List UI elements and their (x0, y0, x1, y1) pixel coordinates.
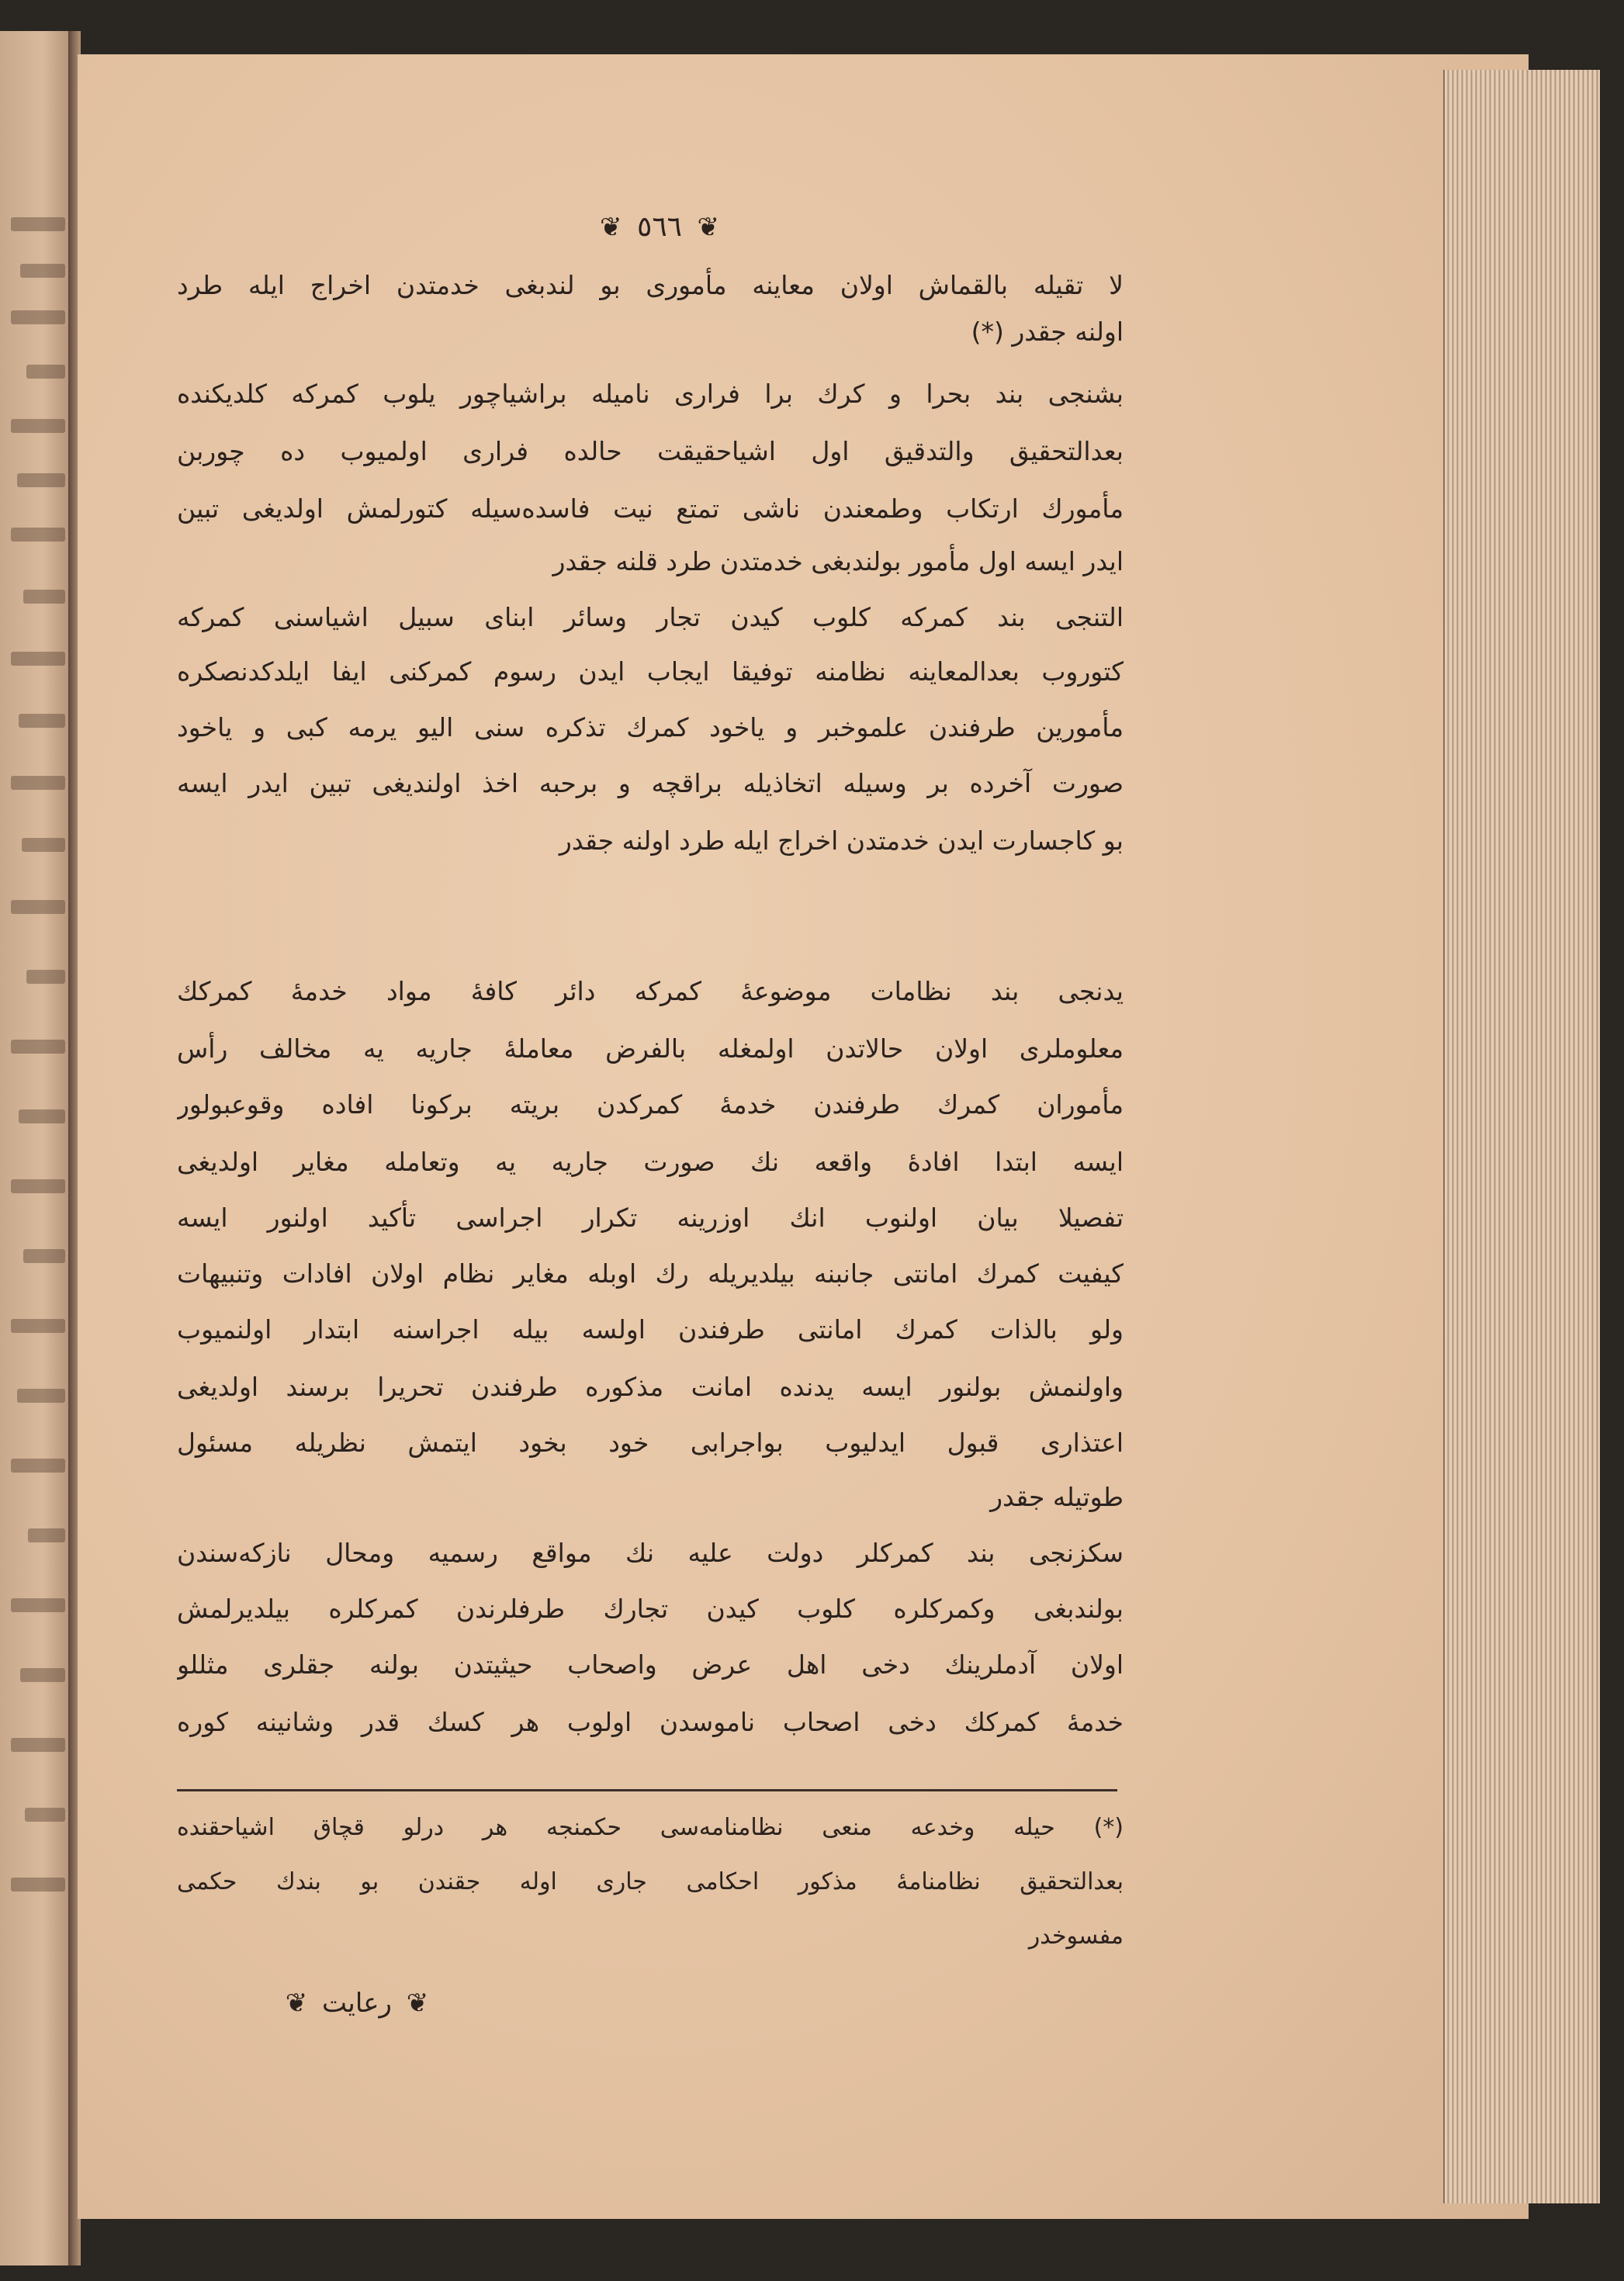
text-line: مأموران کمرك طرفندن خدمهٔ کمرکدن بریته برکونا افاده وقوعبولور (177, 1089, 1124, 1120)
page-number (574, 211, 745, 243)
text-line: کیفیت کمرك امانتی جانبنه بیلدیریله رك اوبله مغایر نظام اولان افادات وتنبیهات (177, 1258, 1124, 1289)
page-edges (1443, 70, 1600, 2203)
text-line: مأمورك ارتکاب وطمعندن ناشی تمتع نیت فاسده‌سیله کتورلمش اولدیغی تبین (177, 493, 1124, 524)
footnote-divider (177, 1789, 1117, 1791)
text-line: مأمورین طرفندن علموخبر و یاخود کمرك تذکره سنی الیو یرمه کبی و یاخود (177, 712, 1124, 742)
text-line: معلوملری اولان حالاتدن اولمغله بالفرض معاملهٔ جاریه یه مخالف رأس (177, 1033, 1124, 1064)
text-line: خدمهٔ کمرکك دخی اصحاب ناموسدن اولوب هر کسك قدر وشانینه کوره (177, 1707, 1124, 1737)
text-line: اولان آدملرینك دخی اهل عرض واصحاب حیثیتدن بولنه جقلری مثللو (177, 1649, 1124, 1680)
footnote-line: (*) حیله وخدعه منعی نظامنامه‌سی حکمنجه هر درلو قچاق اشیاحقنده (177, 1814, 1124, 1841)
text-line: طوتیله جقدر (990, 1482, 1124, 1512)
text-line: بشنجی بند بحرا و کرك برا فراری نامیله براشیاچور یلوب کمرکه کلدیکنده (177, 379, 1124, 409)
text-line: التنجی بند کمرکه کلوب کیدن تجار وسائر ابنای سبیل اشیاسنی کمرکه (177, 602, 1124, 632)
text-line: اعتذاری قبول ایدلیوب بواجرابی خود بخود ایتمش نظریله مسئول (177, 1428, 1124, 1458)
text-line: بولندبغی وکمرکلره کلوب کیدن تجارك طرفلرندن کمرکلره بیلدیرلمش (177, 1594, 1124, 1624)
text-line: یدنجی بند نظامات موضوعهٔ کمرکه دائر کافهٔ مواد خدمهٔ کمرکك (177, 976, 1124, 1006)
text-line: صورت آخرده بر وسیله اتخاذیله براقچه و برحبه اخذ اولندیغی تبین ایدر ایسه (177, 768, 1124, 798)
ornament-icon: ❦ (600, 212, 622, 243)
left-page-edge (0, 31, 71, 2265)
text-line: ایدر ایسه اول مأمور بولندبغی خدمتدن طرد قلنه جقدر (552, 546, 1124, 576)
text-line: کتوروب بعدالمعاینه نظامنه توفیقا ایجاب ایدن رسوم کمرکنی ایفا ایلدکدنصکره (177, 656, 1124, 687)
page-number-value: ٥٦٦ (636, 211, 682, 243)
text-line: سکزنجی بند کمرکلر دولت علیه نك مواقع رسمیه ومحال نازکه‌سندن (177, 1538, 1124, 1568)
footnote-line: مفسوخدر (1028, 1923, 1124, 1950)
catchword (256, 1988, 458, 2019)
text-line: اولنه جقدر (*) (971, 317, 1124, 347)
text-line: واولنمش بولنور ایسه یدنده امانت مذکوره طرفندن تحریرا برسند اولدیغی (177, 1372, 1124, 1402)
catchword-text: رعایت (322, 1988, 392, 2019)
ornament-icon: ❦ (406, 1988, 429, 2019)
ornament-icon: ❦ (285, 1988, 308, 2019)
text-line: ایسه ابتدا افادهٔ واقعه نك صورت جاریه یه وتعامله مغایر اولدیغی (177, 1147, 1124, 1177)
footnote-line: بعدالتحقیق نظامنامهٔ مذکور احکامی جاری اوله جقندن بو بندك حکمی (177, 1868, 1124, 1895)
text-line: بعدالتحقیق والتدقیق اول اشیاحقیقت حالده فراری اولمیوب ده چوربن (177, 436, 1124, 466)
ornament-icon: ❦ (697, 212, 719, 243)
text-line: لا تقيله بالقماش اولان معاينه مأموری بو لندبغی خدمتدن اخراج ایله طرد (177, 270, 1124, 300)
text-line: بو کاجسارت ایدن خدمتدن اخراج ایله طرد اولنه جقدر (559, 826, 1124, 856)
text-line: ولو بالذات کمرك امانتی طرفندن اولسه بیله اجراسنه ابتدار اولنمیوب (177, 1314, 1124, 1345)
text-line: تفصیلا بیان اولنوب انك اوزرینه تکرار اجراسی تأکید اولنور ایسه (177, 1203, 1124, 1233)
